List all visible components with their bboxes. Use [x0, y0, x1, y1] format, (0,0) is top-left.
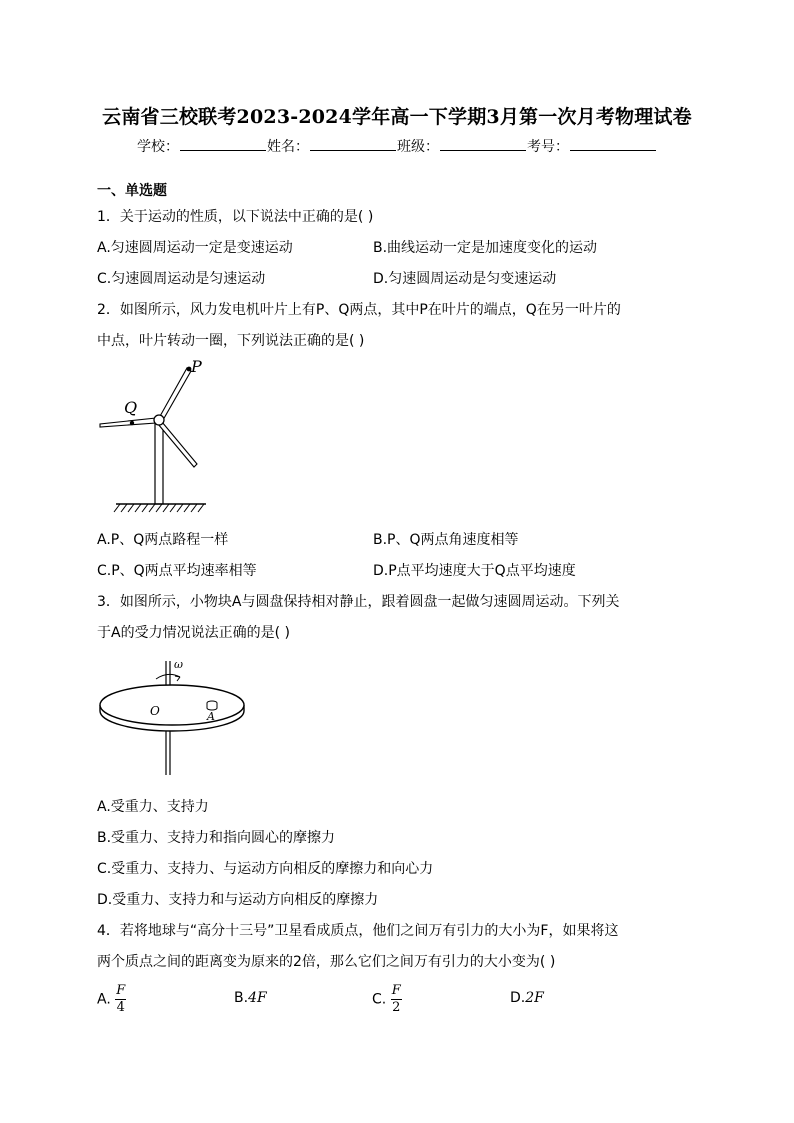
label-omega: ω	[174, 658, 183, 671]
q1-option-c: C.匀速圆周运动是匀速运动	[97, 271, 266, 287]
wind-turbine-figure	[94, 356, 224, 521]
class-label: 班级：	[397, 139, 439, 155]
q3-option-a: A.受重力、支持力	[97, 799, 209, 815]
label-a: A	[207, 710, 215, 723]
q2-stem-line2: 中点，叶片转动一圈，下列说法正确的是( )	[97, 333, 365, 349]
q4-option-b-label: B.	[234, 990, 249, 1006]
q3-option-c: C.受重力、支持力、与运动方向相反的摩擦力和向心力	[97, 861, 434, 877]
q2-stem-line1: 2．如图所示，风力发电机叶片上有P、Q两点，其中P在叶片的端点，Q在另一叶片的	[97, 302, 621, 318]
q4-option-c-label: C.	[372, 991, 387, 1008]
school-label: 学校：	[137, 139, 179, 155]
q1-option-d: D.匀速圆周运动是匀变速运动	[373, 271, 557, 287]
page-title: 云南省三校联考2023-2024学年高一下学期3月第一次月考物理试卷	[102, 106, 692, 128]
q2-option-c: C.P、Q两点平均速率相等	[97, 563, 257, 579]
q2-option-b: B.P、Q两点角速度相等	[373, 532, 519, 548]
label-o: O	[150, 704, 160, 718]
point-q-dot	[130, 421, 134, 425]
q3-option-b: B.受重力、支持力和指向圆心的摩擦力	[97, 830, 336, 846]
q4-stem-line2: 两个质点之间的距离变为原来的2倍，那么它们之间万有引力的大小变为( )	[97, 954, 556, 970]
name-blank	[310, 136, 396, 151]
disk-top	[100, 685, 244, 725]
name-label: 姓名：	[267, 139, 309, 155]
q1-stem: 1．关于运动的性质，以下说法中正确的是( )	[97, 209, 374, 225]
blade-lower	[158, 422, 197, 467]
blade-left	[100, 418, 156, 427]
block-a-body	[207, 703, 217, 710]
number-label: 考号：	[527, 139, 569, 155]
ground-hatching	[114, 504, 204, 512]
q2-option-a: A.P、Q两点路程一样	[97, 532, 229, 548]
student-info-line	[0, 136, 794, 156]
q4-option-c	[372, 983, 402, 1016]
q4-stem-line1: 4．若将地球与“高分十三号”卫星看成质点，他们之间万有引力的大小为F，如果将这	[97, 923, 619, 939]
q4-option-a-fraction: $\frac{F}{4}$	[116, 983, 126, 1015]
label-q: Q	[124, 398, 138, 417]
q1-option-b: B.曲线运动一定是加速度变化的运动	[373, 240, 598, 256]
q4-option-d	[510, 990, 544, 1006]
blade-upper	[159, 368, 191, 420]
turbine-hub	[154, 415, 164, 425]
q4-option-a	[97, 983, 126, 1016]
q2-option-d: D.P点平均速度大于Q点平均速度	[373, 563, 576, 579]
q1-option-a: A.匀速圆周运动一定是变速运动	[97, 240, 293, 256]
section-heading: 一、单选题	[97, 183, 167, 199]
q4-option-c-fraction: $\frac{F}{2}$	[391, 983, 401, 1015]
q3-stem-line1: 3．如图所示，小物块A与圆盘保持相对静止，跟着圆盘一起做匀速圆周运动。下列关	[97, 594, 620, 610]
q4-option-d-label: D.	[510, 990, 526, 1006]
label-p: P	[191, 357, 202, 376]
q3-stem-line2: 于A的受力情况说法正确的是( )	[97, 625, 290, 641]
q3-option-d: D.受重力、支持力和与运动方向相反的摩擦力	[97, 892, 379, 908]
q4-option-b-value: 4F	[248, 990, 267, 1006]
school-blank	[180, 136, 266, 151]
class-blank	[440, 136, 526, 151]
q4-option-a-label: A.	[97, 991, 111, 1008]
q4-option-b	[234, 990, 267, 1006]
turbine-tower	[155, 422, 163, 504]
q4-option-d-value: 2F	[525, 990, 544, 1006]
number-blank	[570, 136, 656, 151]
rotating-disk-figure	[94, 655, 254, 780]
